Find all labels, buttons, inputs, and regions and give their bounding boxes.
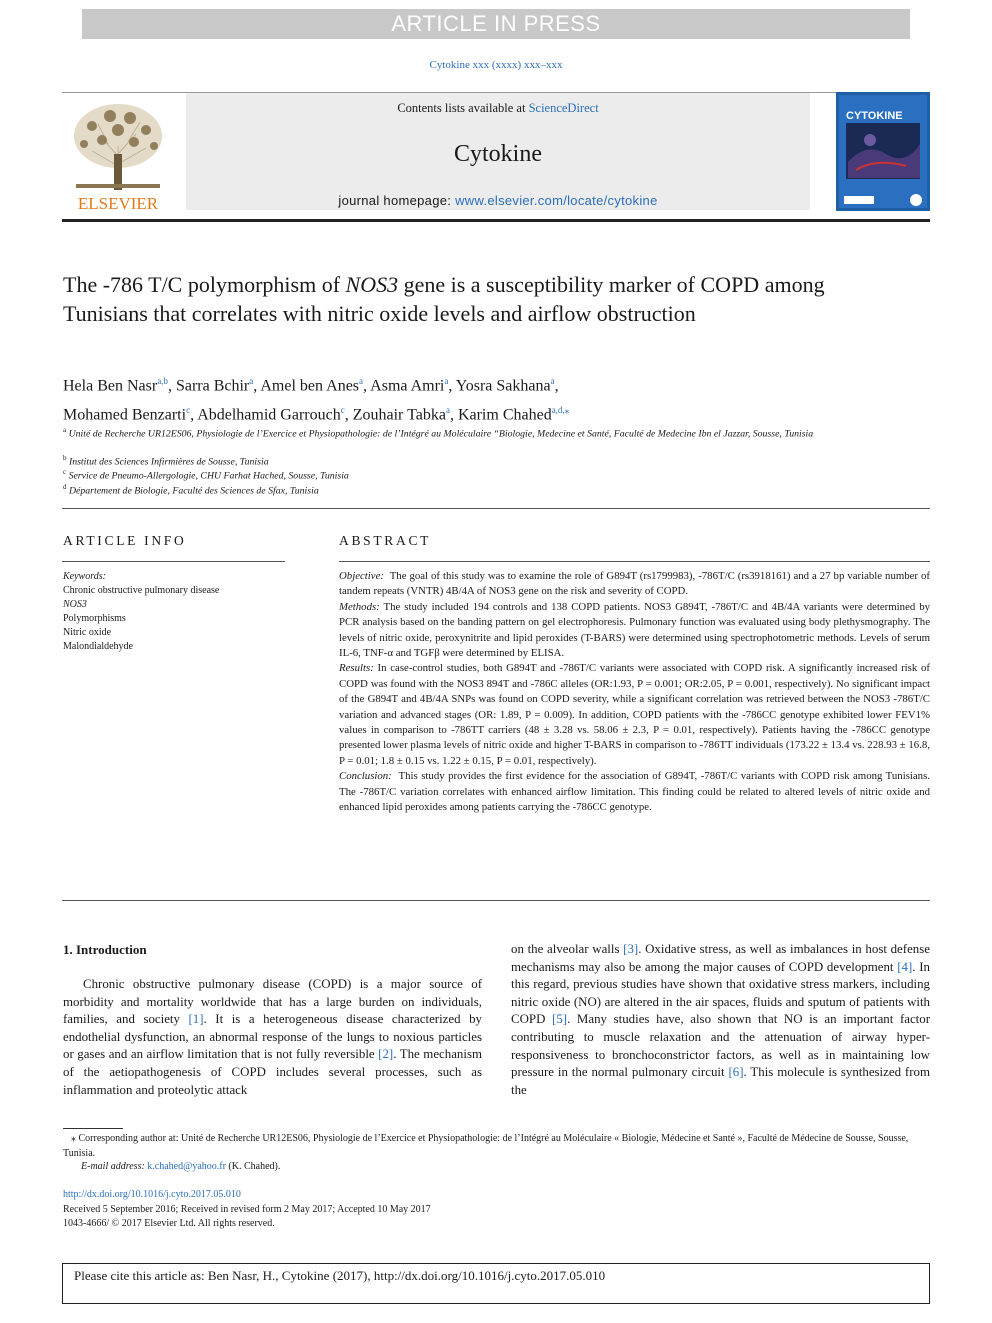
abstract-section-label: Results: <box>339 662 374 675</box>
keyword-item: Polymorphisms <box>63 613 126 624</box>
abstract-rule <box>339 561 930 562</box>
abstract-section-text: This study provides the first evidence for the association of G894T, -786T/C variants with COPD risk among Tunisians. The -786T/C variation correlates with enhanced airflow limitation. This finding could be related to altered levels of nitric oxide and enhanced lipid peroxides among patients carrying the -786CC genotype. <box>339 770 930 814</box>
author-name[interactable]: Hela Ben Nasr <box>63 377 158 395</box>
author-name[interactable]: Sarra Bchir <box>175 377 250 395</box>
body-text: . This molecule is synthesized from the <box>511 1065 930 1097</box>
author-affiliation-mark[interactable]: a <box>550 376 555 386</box>
abstract-section-label: Conclusion: <box>339 770 392 783</box>
email-label: E-mail address: <box>81 1161 145 1172</box>
author-affiliation-mark[interactable]: a,d,⁎ <box>551 405 570 416</box>
affiliation-d <box>63 480 893 498</box>
abstract-section-label: Methods: <box>339 600 380 613</box>
reference-link[interactable]: [5] <box>552 1012 568 1027</box>
body-text: . The mechanism of the aetiopathogenesis of COPD includes several processes, such as inflammation and proteolytic attack <box>63 1047 482 1097</box>
author-separator: , <box>167 377 176 395</box>
contents-prefix: Contents lists available at <box>397 101 529 115</box>
reference-link[interactable]: [4] <box>897 959 913 974</box>
article-title <box>63 270 863 328</box>
author-affiliation-mark[interactable]: a <box>445 405 450 416</box>
publication-info <box>63 1188 663 1232</box>
author-separator: , <box>253 377 261 395</box>
author-affiliation-mark[interactable]: a <box>249 376 254 386</box>
article-info-heading: ARTICLE INFO <box>63 533 187 548</box>
email-suffix: (K. Chahed). <box>225 1161 281 1172</box>
svg-text:CYTOKINE: CYTOKINE <box>846 110 903 122</box>
abstract-conclusion <box>339 769 930 815</box>
body-text: . It is a heterogeneous disease characterized by endothelial dysfunction, an abnormal response of the lungs to noxious particles or gases and an airflow limitation that is not fully reversible <box>63 1012 482 1062</box>
sciencedirect-link[interactable]: ScienceDirect <box>528 101 599 115</box>
elsevier-logo[interactable] <box>62 96 174 211</box>
keywords-label: Keywords: <box>63 571 106 582</box>
journal-name: Cytokine <box>454 141 542 167</box>
author-separator: , <box>449 406 458 424</box>
keywords-block <box>63 570 293 654</box>
homepage-prefix: journal homepage: <box>338 193 456 208</box>
reference-link[interactable]: [6] <box>728 1065 744 1080</box>
header-thick-rule <box>62 219 930 222</box>
reference-link[interactable]: [2] <box>378 1047 394 1062</box>
abstract-heading: ABSTRACT <box>339 533 432 548</box>
author-name[interactable]: Karim Chahed <box>457 406 552 424</box>
body-text: Chronic obstructive pulmonary disease (COPD) is a major source of morbidity and mortality worldwide that has a large burden on individuals, families, and society <box>63 977 482 1027</box>
journal-cover-image <box>836 92 930 211</box>
doi-link[interactable]: http://dx.doi.org/10.1016/j.cyto.2017.05.010 <box>63 1189 241 1200</box>
footnote-separator <box>63 1128 123 1129</box>
author-name[interactable]: Mohamed Benzarti <box>63 406 187 424</box>
abstract-methods <box>339 600 930 662</box>
author-name[interactable]: Amel ben Anes <box>260 377 360 395</box>
elsevier-tree-icon <box>62 96 174 211</box>
abstract-section-label: Objective: <box>339 570 384 582</box>
abstract-section-text: In case-control studies, both G894T and -786T/C variants were associated with COPD risk. A significantly increased risk of COPD was found with the NOS3 894T and -786C alleles (OR:1.93, P = 0.001; OR:2.05, P = 0.001, respectively). No significant impact of the G894T and 4B/4A SNPs was found on COPD severity, while a significant correlation was retrieved between the NOS3 -786T/C variation and advanced stages (OR: 1.89, P = 0.009). In addition, COPD patients with the -786CC genotype exhibited lower FEV1% values in comparison to -786TT carriers (48 ± 3.28 vs. 58.06 ± 2.3, P = 0.01, respectively). Patients having the -786CC genotype presented lower plasma levels of nitric oxide and higher T-BARS in comparison to -786TT individuals (173.22 ± 13.4 vs. 228.93 ± 16.8, P = 0.01; 1.8 ± 0.15 vs. 1.22 ± 0.15, P = 0.01, respectively). <box>339 662 930 767</box>
keyword-item: Nitric oxide <box>63 627 112 638</box>
author-name[interactable]: Zouhair Tabka <box>352 406 446 424</box>
affiliation-mark: d <box>63 483 67 491</box>
corresponding-author-note: ⁎ Corresponding author at: Unité de Recherche UR12ES06, Physiologie de l’Exercice et Physiopathologie: de l’Intégré au Moléculaire « Biologie, Médecine et Santé », Faculté de Médecine de Sousse, Sousse, Tunisia. <box>63 1133 909 1159</box>
affiliation-text: Département de Biologie, Faculté des Sciences de Sfax, Tunisia <box>68 485 319 497</box>
abstract-bottom-rule <box>62 900 930 901</box>
author-affiliation-mark[interactable]: a <box>359 376 364 386</box>
body-text: on the alveolar walls <box>511 942 624 956</box>
svg-text:ELSEVIER: ELSEVIER <box>77 194 159 211</box>
author-separator: , <box>448 377 456 395</box>
journal-homepage <box>186 193 810 208</box>
reference-link[interactable]: [3] <box>623 942 639 956</box>
keyword-item: NOS3 <box>63 599 87 610</box>
author-list <box>63 369 883 428</box>
body-text: . Oxidative stress, as well as imbalances in host defense mechanisms may also be among the major causes of COPD development <box>511 942 930 974</box>
author-affiliation-mark[interactable]: c <box>340 405 345 416</box>
title-text-part1: The -786 T/C polymorphism of <box>63 272 346 297</box>
author-name[interactable]: Yosra Sakhana <box>455 377 551 395</box>
author-name[interactable]: Abdelhamid Garrouch <box>197 406 341 424</box>
keyword-item: Chronic obstructive pulmonary disease <box>63 585 220 596</box>
affiliation-mark: a <box>63 426 67 434</box>
author-name[interactable]: Asma Amri <box>370 377 445 395</box>
homepage-link[interactable]: www.elsevier.com/locate/cytokine <box>455 193 658 208</box>
email-note <box>63 1160 948 1175</box>
title-gene-name: NOS3 <box>345 272 399 297</box>
reference-link[interactable]: [1] <box>188 1012 204 1027</box>
cite-this-article-text: Please cite this article as: Ben Nasr, H., Cytokine (2017), http://dx.doi.org/10.1016/j.cyto.2017.05.010 <box>74 1268 606 1283</box>
abstract-body <box>339 569 930 816</box>
abstract-results <box>339 661 930 769</box>
journal-cover-thumbnail[interactable] <box>836 92 930 211</box>
body-text: . In this regard, previous studies have shown that oxidative stress markers, including nitric oxide (NO) are altered in the air spaces, fluids and sputum of patients with COPD <box>511 959 930 1027</box>
introduction-right-column <box>511 941 930 1099</box>
article-in-press-banner: ARTICLE IN PRESS <box>82 9 910 39</box>
info-top-rule <box>62 508 930 509</box>
author-separator: , <box>554 377 559 395</box>
author-separator: , <box>344 406 353 424</box>
copyright-notice: 1043-4666/ © 2017 Elsevier Ltd. All rights reserved. <box>63 1218 275 1229</box>
abstract-section-text: The goal of this study was to examine the role of G894T (rs1799983), -786T/C (rs3918161) and a 27 bp variable number of tandem repeats (VNTR) 4B/4A of NOS3 gene on the risk and severity of COPD. <box>339 570 930 598</box>
author-separator: , <box>363 377 371 395</box>
introduction-heading: 1. Introduction <box>63 942 147 957</box>
title-text-part2: gene is a susceptibility marker of COPD among Tunisians that correlates with nitric oxide levels and airflow obstruction <box>63 272 825 326</box>
abstract-objective <box>339 569 930 600</box>
author-affiliation-mark[interactable]: a <box>444 376 449 386</box>
author-affiliation-mark[interactable]: c <box>186 405 191 416</box>
email-link[interactable]: k.chahed@yahoo.fr <box>147 1161 226 1172</box>
body-text: . Many studies have, also shown that NO is an important factor contributing to muscle relaxation and the attenuation of airway hyper-responsiveness to bronchoconstrictor factors, as well as in maintaining low pressure in the normal pulmonary circuit <box>511 1012 930 1080</box>
affiliation-text: Service de Pneumo-Allergologie, CHU Farhat Hached, Sousse, Tunisia <box>68 470 349 482</box>
article-info-rule <box>62 561 285 562</box>
abstract-section-text: The study included 194 controls and 138 COPD patients. NOS3 G894T, -786T/C and 4B/4A variants were determined by PCR analysis based on the banding pattern on gel electrophoresis. Pulmonary function was evaluated using body plethysmography. The levels of nitric oxide, peroxynitrite and lipid peroxides (T-BARS) were determined using spectrophotometric methods. Levels of serum IL-6, TNF-α and TGFβ were determined by ELISA. <box>339 600 930 660</box>
affiliation-text: Institut des Sciences Infirmières de Sousse, Tunisia <box>68 456 269 468</box>
affiliation-a <box>63 423 893 441</box>
affiliation-mark: b <box>63 454 67 462</box>
keyword-item: Malondialdehyde <box>63 641 133 652</box>
contents-availability <box>186 101 810 116</box>
affiliation-mark: c <box>63 468 67 476</box>
author-separator: , <box>190 406 198 424</box>
introduction-left-column <box>63 976 482 1099</box>
journal-citation-link[interactable]: Cytokine xxx (xxxx) xxx–xxx <box>429 59 563 71</box>
affiliation-text: Unité de Recherche UR12ES06, Physiologie de l’Exercice et Physiopathologie: de l’Intégré au Moléculaire “Biologie, Medecine et Santé, Faculté de Medecine Ibn el Jazzar, Sousse, Tunisia <box>68 428 814 440</box>
received-dates: Received 5 September 2016; Received in revised form 2 May 2017; Accepted 10 May 2017 <box>63 1203 431 1215</box>
author-affiliation-mark[interactable]: a,b <box>157 376 168 386</box>
